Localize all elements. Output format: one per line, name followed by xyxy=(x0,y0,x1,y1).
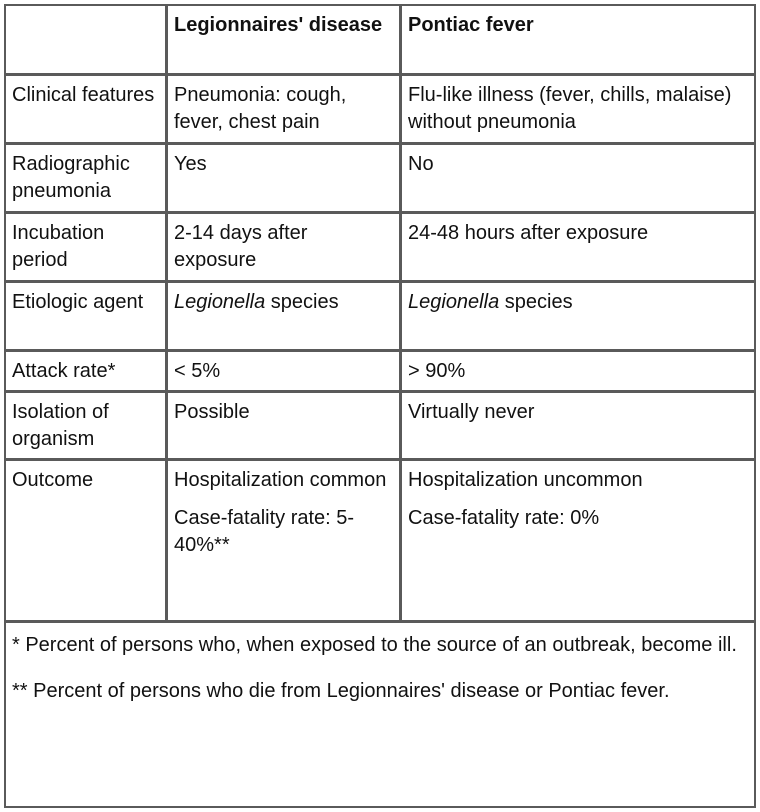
cell-text: Case-fatality rate: 5-40%** xyxy=(174,507,355,556)
header-row xyxy=(6,6,754,76)
row-label: Radiographic pneumonia xyxy=(6,145,168,214)
cell-pontiac: No xyxy=(402,145,754,214)
header-corner-cell xyxy=(6,6,168,76)
cell-pontiac: 24-48 hours after exposure xyxy=(402,214,754,283)
cell-legionnaires: Possible xyxy=(168,393,402,461)
cell-text: Hospitalization uncommon xyxy=(408,469,643,491)
table-row xyxy=(6,283,754,352)
footnote-attack-rate: * Percent of persons who, when exposed to the source of an outbreak, become ill. xyxy=(12,634,737,656)
cell-text: species xyxy=(499,291,573,313)
table-row xyxy=(6,214,754,283)
header-legionnaires: Legionnaires' disease xyxy=(168,6,402,76)
comparison-table-frame xyxy=(4,4,756,808)
cell-text: species xyxy=(265,291,339,313)
cell-legionnaires: < 5% xyxy=(168,352,402,393)
table-row xyxy=(6,76,754,145)
cell-legionnaires xyxy=(168,461,402,623)
cell-pontiac: Flu-like illness (fever, chills, malaise) without pneumonia xyxy=(402,76,754,145)
comparison-table xyxy=(6,6,754,623)
row-label: Etiologic agent xyxy=(6,283,168,352)
header-pontiac: Pontiac fever xyxy=(402,6,754,76)
row-label: Outcome xyxy=(6,461,168,623)
cell-text: Hospitalization common xyxy=(174,469,387,491)
table-row xyxy=(6,352,754,393)
footnote-case-fatality: ** Percent of persons who die from Legionnaires' disease or Pontiac fever. xyxy=(12,680,670,702)
row-label: Clinical features xyxy=(6,76,168,145)
cell-legionnaires: Pneumonia: cough, fever, chest pain xyxy=(168,76,402,145)
row-label: Isolation of organism xyxy=(6,393,168,461)
table-row xyxy=(6,145,754,214)
cell-legionnaires xyxy=(168,283,402,352)
cell-text: Case-fatality rate: 0% xyxy=(408,507,600,529)
cell-pontiac xyxy=(402,461,754,623)
cell-pontiac: Virtually never xyxy=(402,393,754,461)
cell-pontiac xyxy=(402,283,754,352)
row-label: Attack rate* xyxy=(6,352,168,393)
cell-legionnaires: 2-14 days after exposure xyxy=(168,214,402,283)
italic-genus: Legionella xyxy=(174,291,266,313)
table-row xyxy=(6,461,754,623)
italic-genus: Legionella xyxy=(408,291,500,313)
footnotes xyxy=(6,624,754,732)
cell-legionnaires: Yes xyxy=(168,145,402,214)
row-label: Incubation period xyxy=(6,214,168,283)
cell-pontiac: > 90% xyxy=(402,352,754,393)
table-row xyxy=(6,393,754,461)
